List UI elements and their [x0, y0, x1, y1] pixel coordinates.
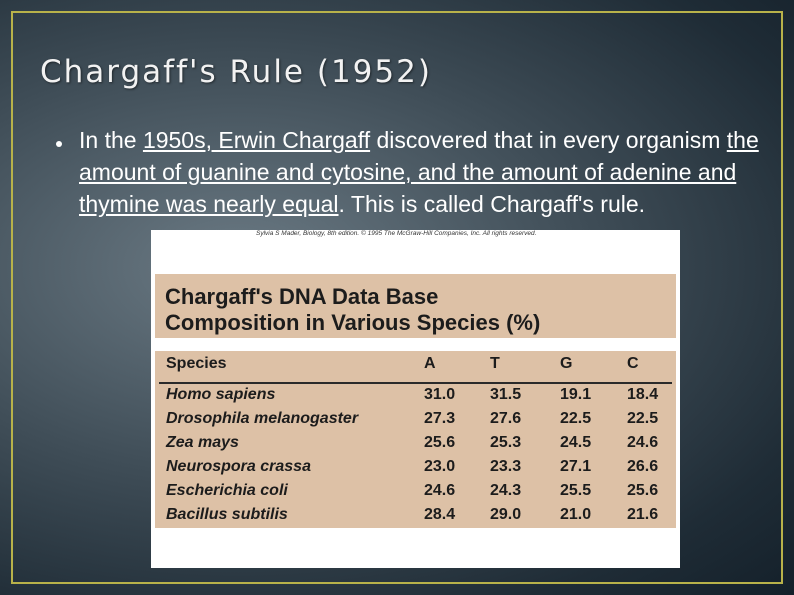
figure-title-line1: Chargaff's DNA Data Base — [165, 284, 439, 309]
value-c: 24.6 — [627, 434, 659, 451]
bullet-text-part2: discovered that in every organism — [370, 127, 727, 153]
value-g: 22.5 — [560, 410, 592, 427]
value-c: 21.6 — [627, 506, 659, 523]
figure-title — [165, 284, 540, 336]
table-row — [155, 434, 676, 458]
table-row — [155, 410, 676, 434]
value-t: 31.5 — [490, 386, 522, 403]
figure-title-line2: Composition in Various Species (%) — [165, 310, 541, 335]
value-t: 25.3 — [490, 434, 522, 451]
column-header-c: C — [627, 355, 639, 372]
value-c: 25.6 — [627, 482, 659, 499]
species-name: Neurospora crassa — [166, 458, 311, 475]
value-g: 24.5 — [560, 434, 592, 451]
value-a: 31.0 — [424, 386, 456, 403]
table-row — [155, 458, 676, 482]
table-header-row — [155, 355, 676, 382]
figure-credit: Sylvia S Mader, Biology, 8th edition. © 1995 The McGraw-Hill Companies, Inc. All rights reserved. — [256, 230, 537, 237]
value-a: 24.6 — [424, 482, 456, 499]
table-row — [155, 506, 676, 530]
link-base-amounts-equal[interactable]: the amount of guanine and cytosine, and the amount of adenine and thymine was nearly equal — [79, 127, 759, 217]
table-row — [155, 386, 676, 410]
value-c: 22.5 — [627, 410, 659, 427]
species-name: Bacillus subtilis — [166, 506, 288, 523]
species-name: Zea mays — [166, 434, 239, 451]
species-name: Escherichia coli — [166, 482, 288, 499]
link-1950s-erwin-chargaff[interactable]: 1950s, Erwin Chargaff — [142, 127, 371, 153]
value-a: 28.4 — [424, 506, 456, 523]
value-c: 18.4 — [627, 386, 659, 403]
column-header-species: Species — [166, 355, 227, 372]
value-c: 26.6 — [627, 458, 659, 475]
bullet-text — [79, 124, 759, 220]
value-a: 23.0 — [424, 458, 456, 475]
slide-title: Chargaff's Rule (1952) — [40, 54, 432, 90]
value-a: 27.3 — [424, 410, 456, 427]
value-t: 24.3 — [490, 482, 522, 499]
species-name: Drosophila melanogaster — [166, 410, 359, 427]
chargaff-data-figure — [151, 230, 680, 568]
value-t: 27.6 — [490, 410, 522, 427]
value-g: 19.1 — [560, 386, 592, 403]
value-g: 27.1 — [560, 458, 592, 475]
column-header-t: T — [490, 355, 500, 372]
bullet-text-part1: In the — [79, 127, 143, 153]
column-header-g: G — [560, 355, 573, 372]
value-t: 23.3 — [490, 458, 522, 475]
bullet-text-part3: . This is called Chargaff's rule. — [338, 191, 646, 217]
table-row — [155, 482, 676, 506]
value-g: 21.0 — [560, 506, 592, 523]
table-divider — [159, 382, 672, 384]
composition-table — [155, 351, 676, 528]
species-name: Homo sapiens — [166, 386, 276, 403]
value-a: 25.6 — [424, 434, 456, 451]
value-t: 29.0 — [490, 506, 522, 523]
figure-header — [155, 274, 676, 338]
bullet-dot-icon — [56, 141, 62, 147]
column-header-a: A — [424, 355, 436, 372]
value-g: 25.5 — [560, 482, 592, 499]
